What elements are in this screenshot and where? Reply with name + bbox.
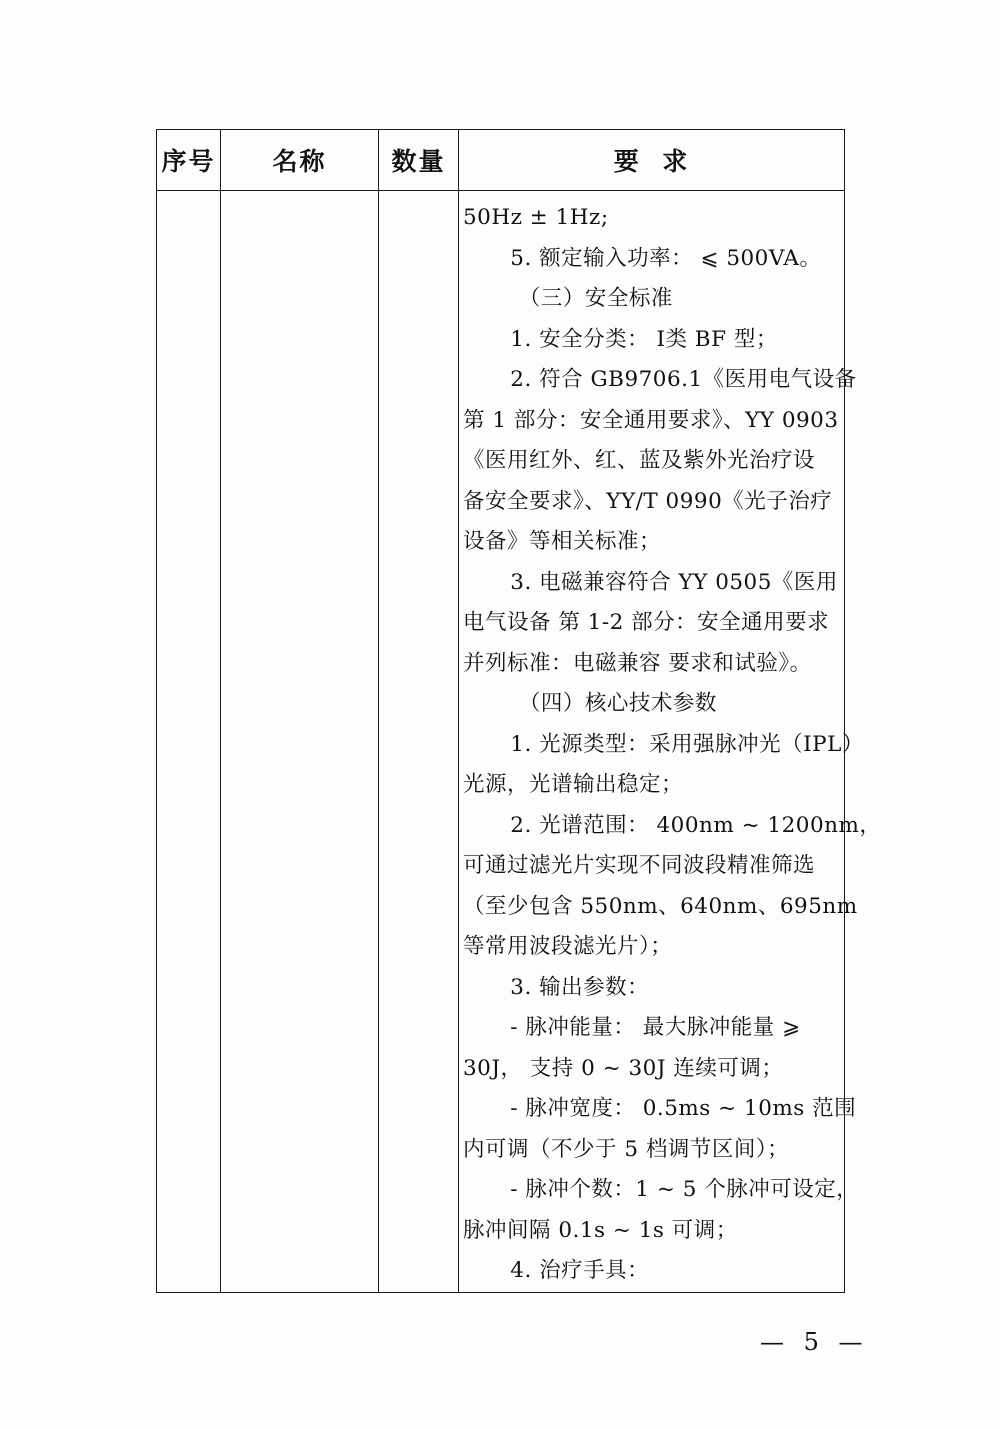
req-line: 第 1 部分：安全通用要求》、YY 0903	[463, 407, 839, 433]
page-number: — 5 —	[760, 1328, 869, 1356]
requirements-text	[459, 191, 882, 1292]
cell-qty	[379, 191, 459, 1293]
cell-requirements	[459, 191, 882, 1293]
header-qty: 数量	[379, 130, 459, 191]
header-name: 名称	[221, 130, 379, 191]
req-line: 5. 额定输入功率： ⩽ 500VA。	[510, 245, 822, 271]
req-line: 可通过滤光片实现不同波段精准筛选	[463, 853, 816, 878]
req-line: 内可调（不少于 5 档调节区间）；	[463, 1136, 790, 1162]
req-line: 备安全要求》、YY/T 0990《光子治疗	[463, 488, 833, 514]
header-requirements: 要 求	[459, 130, 845, 191]
req-line: 《医用红外、红、蓝及紫外光治疗设	[463, 448, 816, 473]
req-line: 1. 光源类型：采用强脉冲光（IPL）	[510, 731, 864, 757]
req-line: 4. 治疗手具：	[510, 1258, 650, 1283]
req-line: 3. 电磁兼容符合 YY 0505《医用	[510, 569, 838, 595]
req-line: 2. 光谱范围： 400nm ~ 1200nm，	[510, 812, 882, 838]
req-line: 3. 输出参数：	[510, 974, 650, 1000]
req-line: 50Hz ± 1Hz;	[463, 205, 609, 230]
cell-name	[221, 191, 379, 1293]
req-line: （至少包含 550nm、640nm、695nm	[463, 893, 858, 919]
req-section-heading: （四）核心技术参数	[518, 691, 717, 716]
req-line: - 脉冲宽度： 0.5ms ~ 10ms 范围	[510, 1096, 857, 1121]
req-line: - 脉冲个数：1 ~ 5 个脉冲可设定，	[510, 1177, 859, 1202]
req-line: 30J， 支持 0 ~ 30J 连续可调；	[463, 1055, 784, 1081]
req-line: 光源，光谱输出稳定；	[463, 772, 684, 797]
req-line: 1. 安全分类： Ⅰ类 BF 型；	[510, 326, 778, 352]
req-section-heading: （三）安全标准	[518, 286, 673, 311]
table-header-row	[157, 130, 845, 191]
req-line: 设备》等相关标准；	[463, 529, 662, 554]
req-line: 并列标准：电磁兼容 要求和试验》。	[463, 650, 812, 676]
header-seq: 序号	[157, 130, 221, 191]
cell-seq	[157, 191, 221, 1293]
requirements-table	[156, 129, 882, 1293]
req-line: - 脉冲能量： 最大脉冲能量 ⩾	[510, 1015, 801, 1040]
table-row	[157, 191, 845, 1293]
req-line: 脉冲间隔 0.1s ~ 1s 可调；	[463, 1217, 738, 1243]
req-line: 电气设备 第 1-2 部分：安全通用要求	[463, 610, 830, 635]
req-line: 2. 符合 GB9706.1《医用电气设备	[510, 367, 857, 392]
req-line: 等常用波段滤光片）；	[463, 934, 673, 959]
